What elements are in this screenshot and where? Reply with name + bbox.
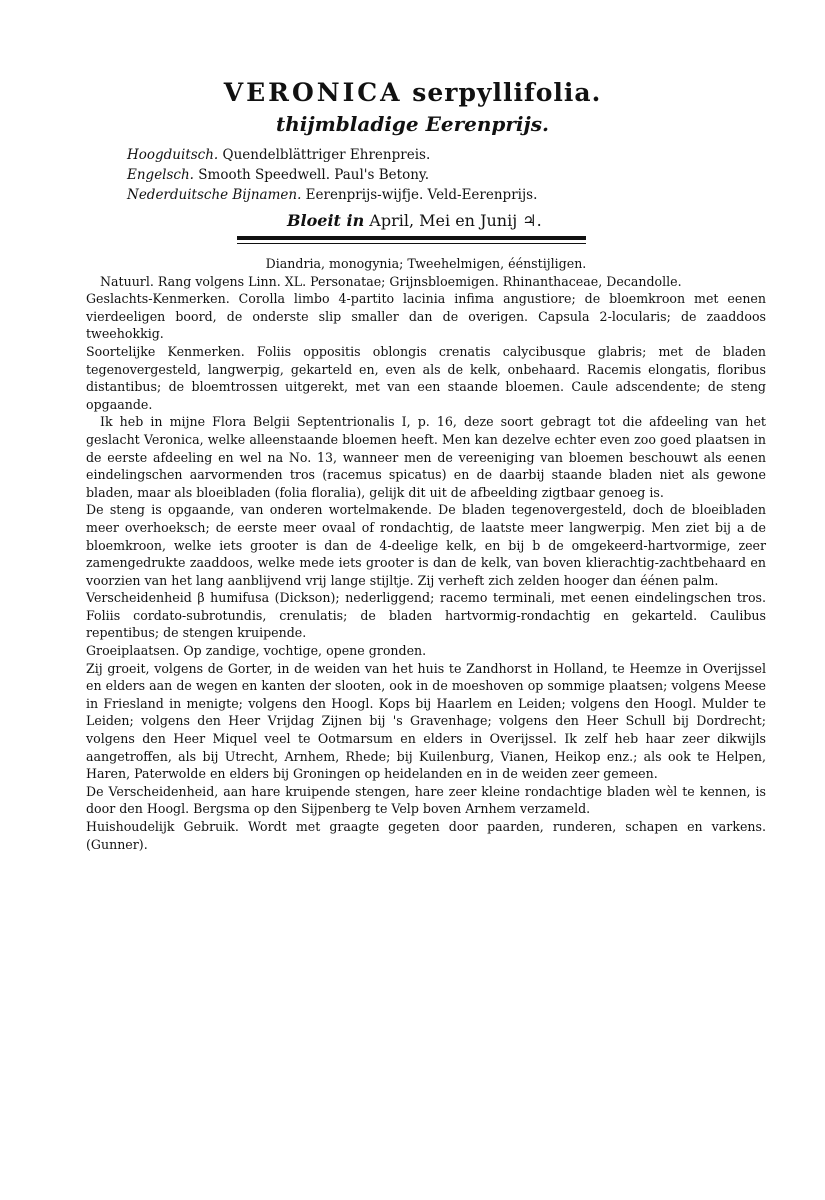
bloei-label: Bloeit in — [287, 211, 365, 230]
name-label: Engelsch. — [127, 167, 194, 183]
title-species: serpyllifolia. — [412, 78, 602, 107]
bloei-text: April, Mei en Junij ♃. — [369, 211, 542, 230]
dutch-name: thijmbladige Eerenprijs. — [276, 112, 549, 136]
header-divider — [237, 236, 586, 244]
species-characters: Soortelijke Kenmerken. Foliis oppositis oblongis crenatis calycibusque glabris; met de bladen tegenovergesteld, langwerpig, gekarteld en, even als de kelk, onbehaard. Racemis elongatis, floribus distantibus; de bloemtrossen uitgerekt, met van een staande bloemen. Caule adscendente; de steng opgaande. — [86, 343, 766, 412]
common-names — [127, 145, 537, 205]
page-title — [0, 78, 825, 107]
name-label: Nederduitsche Bijnamen. — [127, 187, 302, 203]
flowering-period — [287, 211, 542, 230]
main-text — [86, 255, 766, 853]
name-value: Quendelblättriger Ehrenpreis. — [222, 147, 431, 163]
paragraph-habitat: Groeiplaatsen. Op zandige, vochtige, opene gronden. — [86, 643, 427, 659]
genus-characters: Geslachts-Kenmerken. Corolla limbo 4-partito lacinia infima angustiore; de bloemkroon met eenen vierdeeligen boord, de onderste slip smaller dan de overigen. Capsula 2-locularis; de zaaddoos tweehokkig. — [86, 291, 766, 342]
natural-rank: Natuurl. Rang volgens Linn. XL. Personatae; Grijnsbloemigen. Rhinanthaceae, Decandolle. — [100, 273, 682, 289]
name-line — [127, 145, 537, 165]
name-line — [127, 185, 537, 205]
name-label: Hoogduitsch. — [127, 147, 219, 163]
paragraph-variety-note: De Verscheidenheid, aan hare kruipende stengen, hare zeer kleine rondachtige bladen wèl te kennen, is door den Hoogl. Bergsma op den Sijpenberg te Velp boven Arnhem verzameld. — [86, 783, 766, 817]
paragraph-variety: Verscheidenheid β humifusa (Dickson); nederliggend; racemo terminali, met eenen eindelingschen tros. Foliis cordato-subrotundis, crenulatis; de bladen hartvormig-rondachtig en gekarteld. Caulibus repentibus; de stengen kruipende. — [86, 590, 766, 641]
name-value: Eerenprijs-wijfje. Veld-Eerenprijs. — [305, 187, 538, 203]
classification-line: Diandria, monogynia; Tweehelmigen, éénstijligen. — [265, 256, 587, 271]
name-line — [127, 165, 537, 185]
paragraph-flora: Ik heb in mijne Flora Belgii Septentrionalis I, p. 16, deze soort gebragt tot die afdeeling van het geslacht Veronica, welke alleenstaande bloemen heeft. Men kan dezelve echter even zoo goed plaatsen in de eerste afdeeling en wel na No. 13, wanneer men de vereeniging van bloemen beschouwt als eenen eindelingschen aarvormenden tros (racemus spicatus) en de daarbij staande bladen niet als gewone bladen, maar als bloeibladen (folia floralia), gelijk dit uit de afbeelding zigtbaar genoeg is. — [86, 414, 766, 500]
name-value: Smooth Speedwell. Paul's Betony. — [198, 167, 430, 183]
paragraph-locations: Zij groeit, volgens de Gorter, in de weiden van het huis te Zandhorst in Holland, te Heemze in Overijssel en elders aan de wegen en kanten der slooten, ook in de moeshoven op sommige plaatsen; volgens Meese in Friesland in menigte; volgens den Hoogl. Kops bij Haarlem en Leiden; volgens den Hoogl. Mulder te Leiden; volgens den Heer Vrijdag Zijnen bij 's Gravenhage; volgens den Heer Schull bij Dordrecht; volgens den Heer Miquel veel te Ootmarsum en elders in Overijssel. Ik zelf heb haar zeer dikwijls aangetroffen, als bij Utrecht, Arnhem, Rhede; bij Kuilenburg, Vianen, Heikop enz.; als ook te Helpen, Haren, Paterwolde en elders bij Groningen op heidelanden en in de weiden zeer gemeen. — [86, 660, 766, 782]
paragraph-stem: De steng is opgaande, van onderen wortelmakende. De bladen tegenovergesteld, doch de bloeibladen meer overhoeksch; de eerste meer ovaal of rondachtig, de laatste meer langwerpig. Men ziet bij a de bloemkroon, welke iets grooter is dan de 4-deelige kelk, en bij b de omgekeerd-hartvormige, zeer zamengedrukte zaaddoos, welke mede iets grooter is dan de kelk, van boven klierachtig-zachtbehaard en voorzien van het lang aanblijvend vrij lange stijltje. Zij verheft zich zelden hooger dan éénen palm. — [86, 502, 766, 588]
paragraph-use: Huishoudelijk Gebruik. Wordt met graagte gegeten door paarden, runderen, schapen en varkens. (Gunner). — [86, 819, 766, 852]
title-genus: VERONICA — [223, 78, 403, 107]
